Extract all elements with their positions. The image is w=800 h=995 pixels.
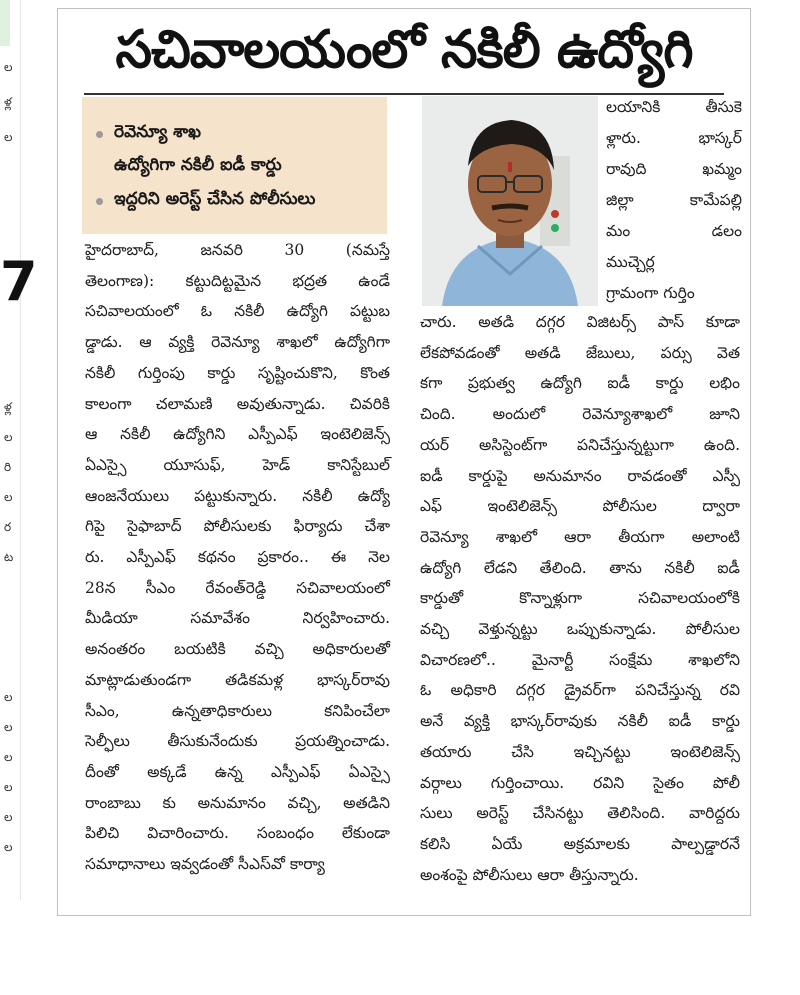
text-line: కార్డుతో కొన్నాళ్లుగా సచివాలయంలోకి: [420, 589, 740, 608]
text-line: అంశంపై పోలీసులు ఆరా తీస్తున్నారు.: [420, 865, 639, 884]
text-line: ఏఎస్సై యూసుఫ్, హెడ్ కానిస్టేబుల్: [85, 455, 390, 474]
text-line: ఓ అధికారి దగ్గర డ్రైవర్‌గా పనిచేస్తున్న రవి: [420, 681, 740, 700]
text-line: సమాధానాలు ఇవ్వడంతో సీఎస్‌వో కార్యా: [85, 855, 325, 873]
text-line: పిలిచి విచారించారు. సంబంధం లేకుండా: [85, 824, 390, 843]
adjacent-text-fragment: ల: [4, 60, 13, 74]
kicker-line-1: [96, 122, 201, 146]
text-line: విచారణలో.. మైనార్టీ సంక్షేమ శాఖలోని: [420, 650, 740, 669]
text-line: చారు. అతడి దగ్గర విజిటర్స్ పాస్ కూడా: [420, 313, 740, 331]
adjacent-text-fragment: ల: [4, 130, 13, 144]
adjacent-text-fragment: ల: [4, 720, 13, 734]
adjacent-text-fragment: ల: [4, 810, 13, 824]
text-line: ఎఫ్ ఇంటెలిజెన్స్ పోలీసుల ద్వారా: [420, 497, 740, 516]
text-line: నకిలీ గుర్తింపు కార్డు సృష్టించుకొని, కొంత: [85, 363, 390, 382]
adjacent-text-fragment: ల: [4, 750, 13, 764]
text-line: వర్గాలు గుర్తించాయి. రవిని సైతం పోలీ: [420, 773, 740, 792]
text-line: గిపై సైఫాబాద్ పోలీసులకు ఫిర్యాదు చేశా: [85, 517, 390, 536]
text-line: రు. ఎస్పీఎఫ్ కథనం ప్రకారం.. ఈ నెల: [85, 548, 390, 566]
kicker-line-3: [96, 189, 315, 213]
text-line: గ్రామంగా గుర్తిం: [606, 284, 695, 302]
text-line: రావుది ఖమ్మం: [606, 160, 742, 178]
text-line: లేకపోవడంతో అతడి జేబులు, పర్సు వెత: [420, 343, 740, 362]
portrait-photo-icon: [422, 96, 598, 306]
text-line: సులు అరెస్ట్ చేసినట్టు తెలిసింది. వారిద్దరు: [420, 804, 740, 823]
news-article: [57, 8, 751, 916]
kicker-text: ఉద్యోగిగా నకిలీ ఐడీ కార్డు: [114, 155, 282, 175]
kicker-box: [82, 97, 387, 234]
portrait-photo: [422, 96, 598, 306]
bullet-icon: [96, 131, 103, 138]
adjacent-color-block: [0, 0, 10, 46]
text-line: సచివాలయంలో ఓ నకిలీ ఉద్యోగి పట్టుబ: [85, 302, 390, 321]
adjacent-text-fragment: ళ్ల: [4, 400, 12, 414]
headline: సచివాలయంలో నకిలీ ఉద్యోగి: [115, 20, 693, 80]
text-line: అనే వ్యక్తి భాస్కర్‌రావుకు నకిలీ ఐడీ కార్డు: [420, 712, 740, 731]
text-line: రాంబాబు కు అనుమానం వచ్చి, అతడిని: [85, 793, 390, 812]
text-line: సెల్ఫీలు తీసుకునేందుకు ప్రయత్నించాడు.: [85, 732, 390, 751]
text-line: రెవెన్యూ శాఖలో ఆరా తీయగా అలాంటి: [420, 527, 740, 546]
text-line: 28న సీఎం రేవంత్‌రెడ్డి సచివాలయంలో: [85, 578, 390, 597]
text-line: లయానికి తీసుకె: [606, 98, 742, 116]
adjacent-text-fragment: ల: [4, 430, 13, 444]
text-line: ఆ నకిలీ ఉద్యోగిని ఎస్పీఎఫ్ ఇంటెలిజెన్స్: [85, 425, 390, 444]
adjacent-text-fragment: ర: [4, 520, 12, 534]
kicker-line-2: [114, 155, 282, 179]
text-line: అనంతరం బయటికి వచ్చి అధికారులతో: [85, 640, 390, 659]
text-line: హైదరాబాద్, జనవరి 30 (నమస్తే: [85, 241, 390, 259]
text-line: తయారు చేసి ఇచ్చినట్టు ఇంటెలిజెన్స్: [420, 742, 740, 761]
text-line: డ్డాడు. ఆ వ్యక్తి రెవెన్యూ శాఖలో ఉద్యోగిగా: [85, 333, 390, 352]
text-line: మం డలం: [606, 222, 742, 240]
adjacent-big-numeral: 7: [0, 250, 38, 313]
adjacent-text-fragment: ల: [4, 840, 13, 854]
text-line: ముచ్చెర్ల: [606, 253, 655, 271]
text-line: ఆంజనేయులు పట్టుకున్నారు. నకిలీ ఉద్యో: [85, 486, 390, 505]
adjacent-text-fragment: రి: [4, 460, 12, 474]
adjacent-column-fragment: [0, 0, 38, 900]
adjacent-text-fragment: ల: [4, 490, 13, 504]
text-line: దీంతో అక్కడే ఉన్న ఎస్పీఎఫ్ ఏఎస్సై: [85, 762, 390, 781]
text-line: ఉద్యోగి లేడని తేలింది. తాను నకిలీ ఐడీ: [420, 558, 740, 577]
text-line: కాలంగా చలామణి అవుతున్నాడు. చివరికి: [85, 394, 390, 413]
text-line: యర్ అసిస్టెంట్‌గా పనిచేస్తున్నట్టుగా ఉంది.: [420, 435, 740, 454]
adjacent-text-fragment: ట: [4, 550, 14, 564]
adjacent-text-fragment: ల: [4, 690, 13, 704]
bullet-icon: [96, 198, 103, 205]
kicker-text: ఇద్దరిని అరెస్ట్ చేసిన పోలీసులు: [114, 189, 316, 209]
text-line: వచ్చి వెళ్తున్నట్టు ఒప్పుకున్నాడు. పోలీసుల: [420, 620, 740, 638]
text-line: ళ్లారు. భాస్కర్: [606, 129, 742, 147]
text-line: తెలంగాణ): కట్టుదిట్టమైన భద్రత ఉండే: [85, 271, 390, 290]
kicker-text: రెవెన్యూ శాఖ: [114, 122, 201, 142]
text-line: కలిసి ఏయే అక్రమాలకు పాల్పడ్డారనే: [420, 834, 740, 853]
text-line: జిల్లా కామేపల్లి: [606, 191, 742, 209]
adjacent-text-fragment: ల: [4, 780, 13, 794]
text-line: చింది. అందులో రెవెన్యూశాఖలో జూని: [420, 405, 740, 424]
text-line: మీడియా సమావేశం నిర్వహించారు.: [85, 609, 390, 628]
text-line: కగా ప్రభుత్వ ఉద్యోగి ఐడీ కార్డు లభిం: [420, 374, 740, 393]
text-line: ఐడీ కార్డుపై అనుమానం రావడంతో ఎస్పీ: [420, 466, 740, 485]
text-line: సీఎం, ఉన్నతాధికారులు కనిపించేలా: [85, 701, 390, 720]
text-line: మాట్లాడుతుండగా తడికమళ్ల భాస్కర్‌రావు: [85, 670, 390, 689]
adjacent-text-fragment: ళ్ల: [4, 95, 12, 109]
